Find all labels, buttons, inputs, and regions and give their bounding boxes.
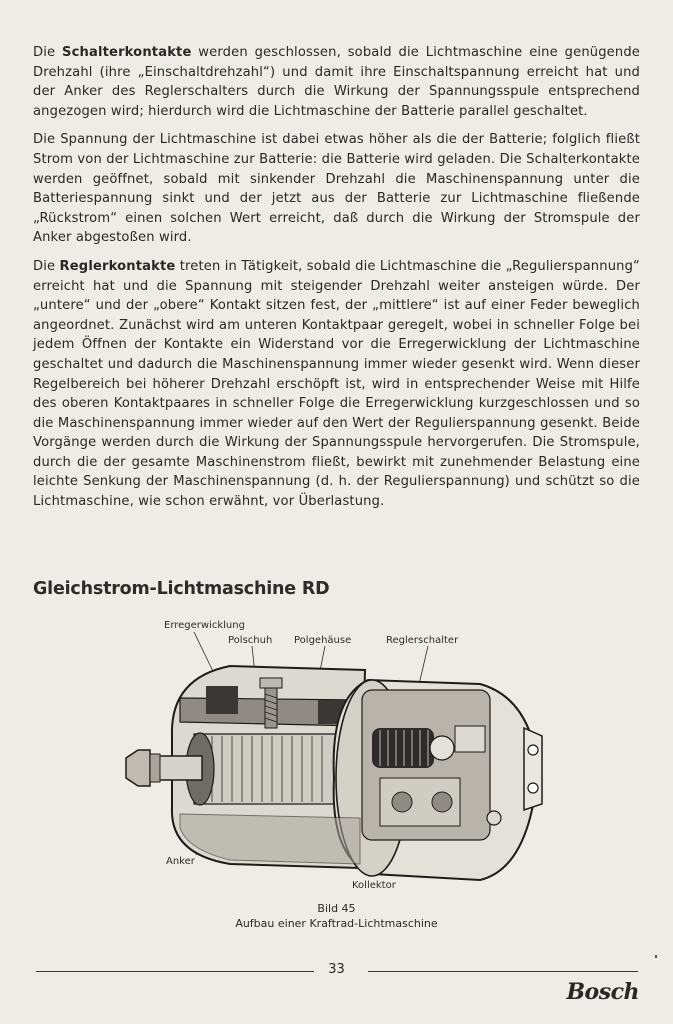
body-text: [33, 43, 640, 521]
paragraph-spannung: Die Spannung der Lichtmaschine ist dabei etwas höher als die der Batterie; folglich fließt Strom von der Lichtmaschine zur Batterie: die Batterie wird geladen. Die Schalterkontakte werden geöffnet, sobald mit sinkender Drehzahl die Maschinenspannung unter die Batteriespannung sinkt und der jetzt aus der Batterie zur Lichtmaschine fließende „Rückstrom“ einen solchen Wert erreicht, daß durch die Wirkung der Stromspule der Anker abgestoßen wird.: [33, 132, 640, 246]
paragraph-schalterkontakte: Die Schalterkontakte werden geschlossen, sobald die Lichtmaschine eine genügende Drehzahl (ihre „Einschaltdrehzahl“) und damit ihre Einschaltspannung erreicht hat und der Anker des Reglerschalters durch die Wirkung der Spannungsspule entsprechend angezogen wird; hierdurch wird die Lichtmaschine der Batterie parallel geschaltet.: [33, 45, 640, 119]
footer-rule-right: [368, 971, 638, 972]
label-erregerwicklung: Erregerwicklung: [164, 620, 245, 631]
term-schalterkontakte: Schalterkontakte: [62, 45, 192, 60]
figure-number: Bild 45: [317, 902, 356, 915]
brand-logo: Bosch: [566, 979, 639, 1005]
print-speck: [655, 955, 657, 958]
figure-generator-illustration: [110, 618, 570, 903]
figure-caption: Aufbau einer Kraftrad-Lichtmaschine: [235, 917, 438, 930]
label-reglerschalter: Reglerschalter: [386, 635, 459, 646]
label-anker: Anker: [166, 856, 195, 867]
paragraph-reglerkontakte: Die Reglerkontakte treten in Tätigkeit, sobald die Lichtmaschine die „Regulierspannung“ erreicht hat und die Spannung mit steigender Drehzahl weiter ansteigen würde. Der „untere“ und der „obere“ Kontakt sitzen fest, der „mittlere“ ist auf einer Feder beweglich angeordnet. Zunächst wird am unteren Kontaktpaar geregelt, wobei in schneller Folge bei jedem Öffnen der Kontakte ein Widerstand vor die Erregerwicklung der Lichtmaschine geschaltet und dadurch die Maschinenspannung immer wieder gesenkt wird. Wenn dieser Regelbereich bei höherer Drehzahl erschöpft ist, wird in entsprechender Weise mit Hilfe des oberen Kontaktpaares in schneller Folge die Erregerwicklung kurzgeschlossen und so die Maschinenspannung immer wieder auf den Wert der Regulierspannung gesenkt. Beide Vorgänge werden durch die Wirkung der Spannungsspule hervorgerufen. Die Stromspule, durch die der gesamte Maschinenstrom fließt, bewirkt mit zunehmender Belastung eine leichte Senkung der Maschinenspannung (d. h. der Regulierspannung) und schützt so die Lichtmaschine, wie schon erwähnt, vor Überlastung.: [33, 258, 640, 510]
label-kollektor: Kollektor: [352, 880, 396, 891]
page-number: 33: [328, 962, 345, 977]
label-polschuh: Polschuh: [228, 635, 273, 646]
section-heading: Gleichstrom-Lichtmaschine RD: [33, 579, 330, 599]
label-polgehaeuse: Polgehäuse: [294, 635, 352, 646]
term-reglerkontakte: Reglerkontakte: [59, 258, 176, 274]
